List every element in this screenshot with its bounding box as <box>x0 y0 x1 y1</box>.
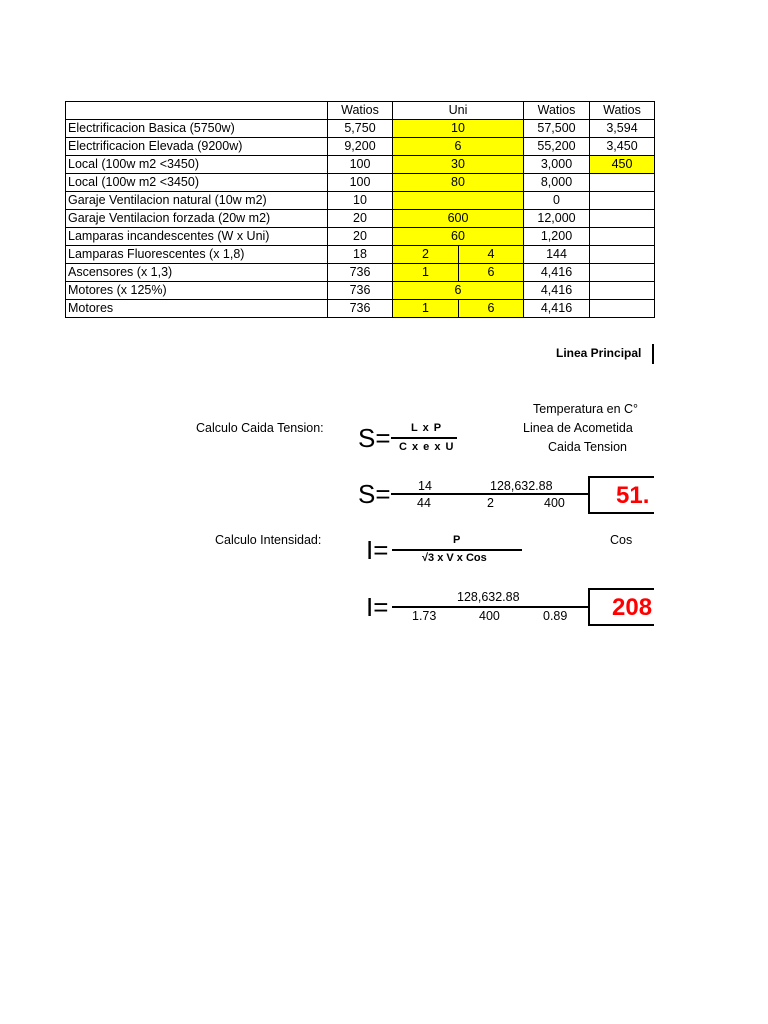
table-row <box>66 246 655 264</box>
row-uni-a[interactable]: 1 <box>393 300 459 318</box>
header-watios-total[interactable]: Watios <box>524 102 590 120</box>
header-row <box>66 102 655 120</box>
row-uni[interactable]: 600 <box>393 210 524 228</box>
row-uni-a[interactable]: 1 <box>393 264 459 282</box>
s-value-p: 128,632.88 <box>490 479 553 493</box>
row-uni-b[interactable]: 6 <box>459 264 524 282</box>
row-uni-b[interactable]: 4 <box>459 246 524 264</box>
row-uni[interactable]: 30 <box>393 156 524 174</box>
row-label[interactable]: Motores <box>66 300 328 318</box>
row-total[interactable]: 12,000 <box>524 210 590 228</box>
row-uni[interactable]: 10 <box>393 120 524 138</box>
caida-tension-result[interactable]: 51. <box>588 476 654 514</box>
s-value-u: 400 <box>544 496 565 510</box>
row-uni[interactable]: 60 <box>393 228 524 246</box>
fraction-bar <box>391 437 457 439</box>
acometida-label: Linea de Acometida <box>523 421 633 435</box>
row-extra[interactable] <box>590 192 655 210</box>
linea-principal-label[interactable]: Linea Principal <box>556 346 642 360</box>
i-formula-denominator: √3 x V x Cos <box>422 552 487 564</box>
row-watios[interactable]: 736 <box>328 282 393 300</box>
row-extra[interactable] <box>590 228 655 246</box>
row-watios[interactable]: 100 <box>328 156 393 174</box>
row-extra[interactable]: 450 <box>590 156 655 174</box>
intensidad-result[interactable]: 208 <box>588 588 654 626</box>
row-watios[interactable]: 10 <box>328 192 393 210</box>
row-uni[interactable]: 6 <box>393 138 524 156</box>
row-watios[interactable]: 20 <box>328 210 393 228</box>
header-cell[interactable] <box>66 102 328 120</box>
row-extra[interactable] <box>590 174 655 192</box>
row-total[interactable]: 57,500 <box>524 120 590 138</box>
row-extra[interactable] <box>590 300 655 318</box>
row-watios[interactable]: 736 <box>328 300 393 318</box>
row-extra[interactable]: 3,594 <box>590 120 655 138</box>
row-uni[interactable] <box>393 192 524 210</box>
row-total[interactable]: 4,416 <box>524 264 590 282</box>
fraction-bar <box>391 493 589 495</box>
s-value-symbol: S= <box>358 479 391 509</box>
row-label[interactable]: Garaje Ventilacion natural (10w m2) <box>66 192 328 210</box>
fraction-bar <box>392 606 590 608</box>
row-label[interactable]: Local (100w m2 <3450) <box>66 174 328 192</box>
row-watios[interactable]: 736 <box>328 264 393 282</box>
row-watios[interactable]: 18 <box>328 246 393 264</box>
table-row <box>66 228 655 246</box>
s-value-l: 14 <box>418 479 432 493</box>
row-uni-b[interactable]: 6 <box>459 300 524 318</box>
temperatura-label: Temperatura en C° <box>533 402 639 416</box>
header-uni[interactable]: Uni <box>393 102 524 120</box>
intensidad-title: Calculo Intensidad: <box>215 533 322 547</box>
row-total[interactable]: 0 <box>524 192 590 210</box>
i-formula-symbol: I= <box>366 535 389 565</box>
table-row <box>66 174 655 192</box>
row-label[interactable]: Electrificacion Basica (5750w) <box>66 120 328 138</box>
row-total[interactable]: 144 <box>524 246 590 264</box>
s-value-e: 2 <box>487 496 494 510</box>
row-uni-a[interactable]: 2 <box>393 246 459 264</box>
i-value-symbol: I= <box>366 592 389 622</box>
row-extra[interactable] <box>590 246 655 264</box>
row-extra[interactable] <box>590 210 655 228</box>
row-watios[interactable]: 5,750 <box>328 120 393 138</box>
s-value-c: 44 <box>417 496 431 510</box>
i-formula-numerator: P <box>453 534 462 546</box>
row-total[interactable]: 55,200 <box>524 138 590 156</box>
row-uni[interactable]: 6 <box>393 282 524 300</box>
table-row <box>66 282 655 300</box>
header-watios-extra[interactable]: Watios <box>590 102 655 120</box>
table-row <box>66 138 655 156</box>
header-watios[interactable]: Watios <box>328 102 393 120</box>
row-label[interactable]: Electrificacion Elevada (9200w) <box>66 138 328 156</box>
row-total[interactable]: 4,416 <box>524 300 590 318</box>
row-label[interactable]: Local (100w m2 <3450) <box>66 156 328 174</box>
i-value-sqrt3: 1.73 <box>412 609 437 623</box>
row-extra[interactable]: 3,450 <box>590 138 655 156</box>
load-table <box>65 101 655 318</box>
row-total[interactable]: 3,000 <box>524 156 590 174</box>
row-label[interactable]: Lamparas Fluorescentes (x 1,8) <box>66 246 328 264</box>
i-value-cos: 0.89 <box>543 609 568 623</box>
table-row <box>66 264 655 282</box>
row-total[interactable]: 4,416 <box>524 282 590 300</box>
s-formula-symbol: S= <box>358 423 391 453</box>
row-total[interactable]: 8,000 <box>524 174 590 192</box>
caida-tension-title: Calculo Caida Tension: <box>196 421 324 435</box>
row-label[interactable]: Motores (x 125%) <box>66 282 328 300</box>
table-row <box>66 300 655 318</box>
row-uni[interactable]: 80 <box>393 174 524 192</box>
row-extra[interactable] <box>590 282 655 300</box>
row-watios[interactable]: 100 <box>328 174 393 192</box>
row-extra[interactable] <box>590 264 655 282</box>
table-row <box>66 192 655 210</box>
row-total[interactable]: 1,200 <box>524 228 590 246</box>
i-value-v: 400 <box>479 609 500 623</box>
fraction-bar <box>392 549 522 551</box>
cell-border <box>652 344 654 364</box>
row-watios[interactable]: 20 <box>328 228 393 246</box>
s-formula-denominator: C x e x U <box>399 441 455 453</box>
row-label[interactable]: Garaje Ventilacion forzada (20w m2) <box>66 210 328 228</box>
row-watios[interactable]: 9,200 <box>328 138 393 156</box>
caida-tension-label: Caida Tension <box>548 440 627 454</box>
row-label[interactable]: Ascensores (x 1,3) <box>66 264 328 282</box>
row-label[interactable]: Lamparas incandescentes (W x Uni) <box>66 228 328 246</box>
cos-label: Cos <box>610 533 633 547</box>
i-value-p: 128,632.88 <box>457 590 520 604</box>
table-row <box>66 210 655 228</box>
s-formula-numerator: L x P <box>411 422 443 434</box>
table-row <box>66 156 655 174</box>
table-row <box>66 120 655 138</box>
